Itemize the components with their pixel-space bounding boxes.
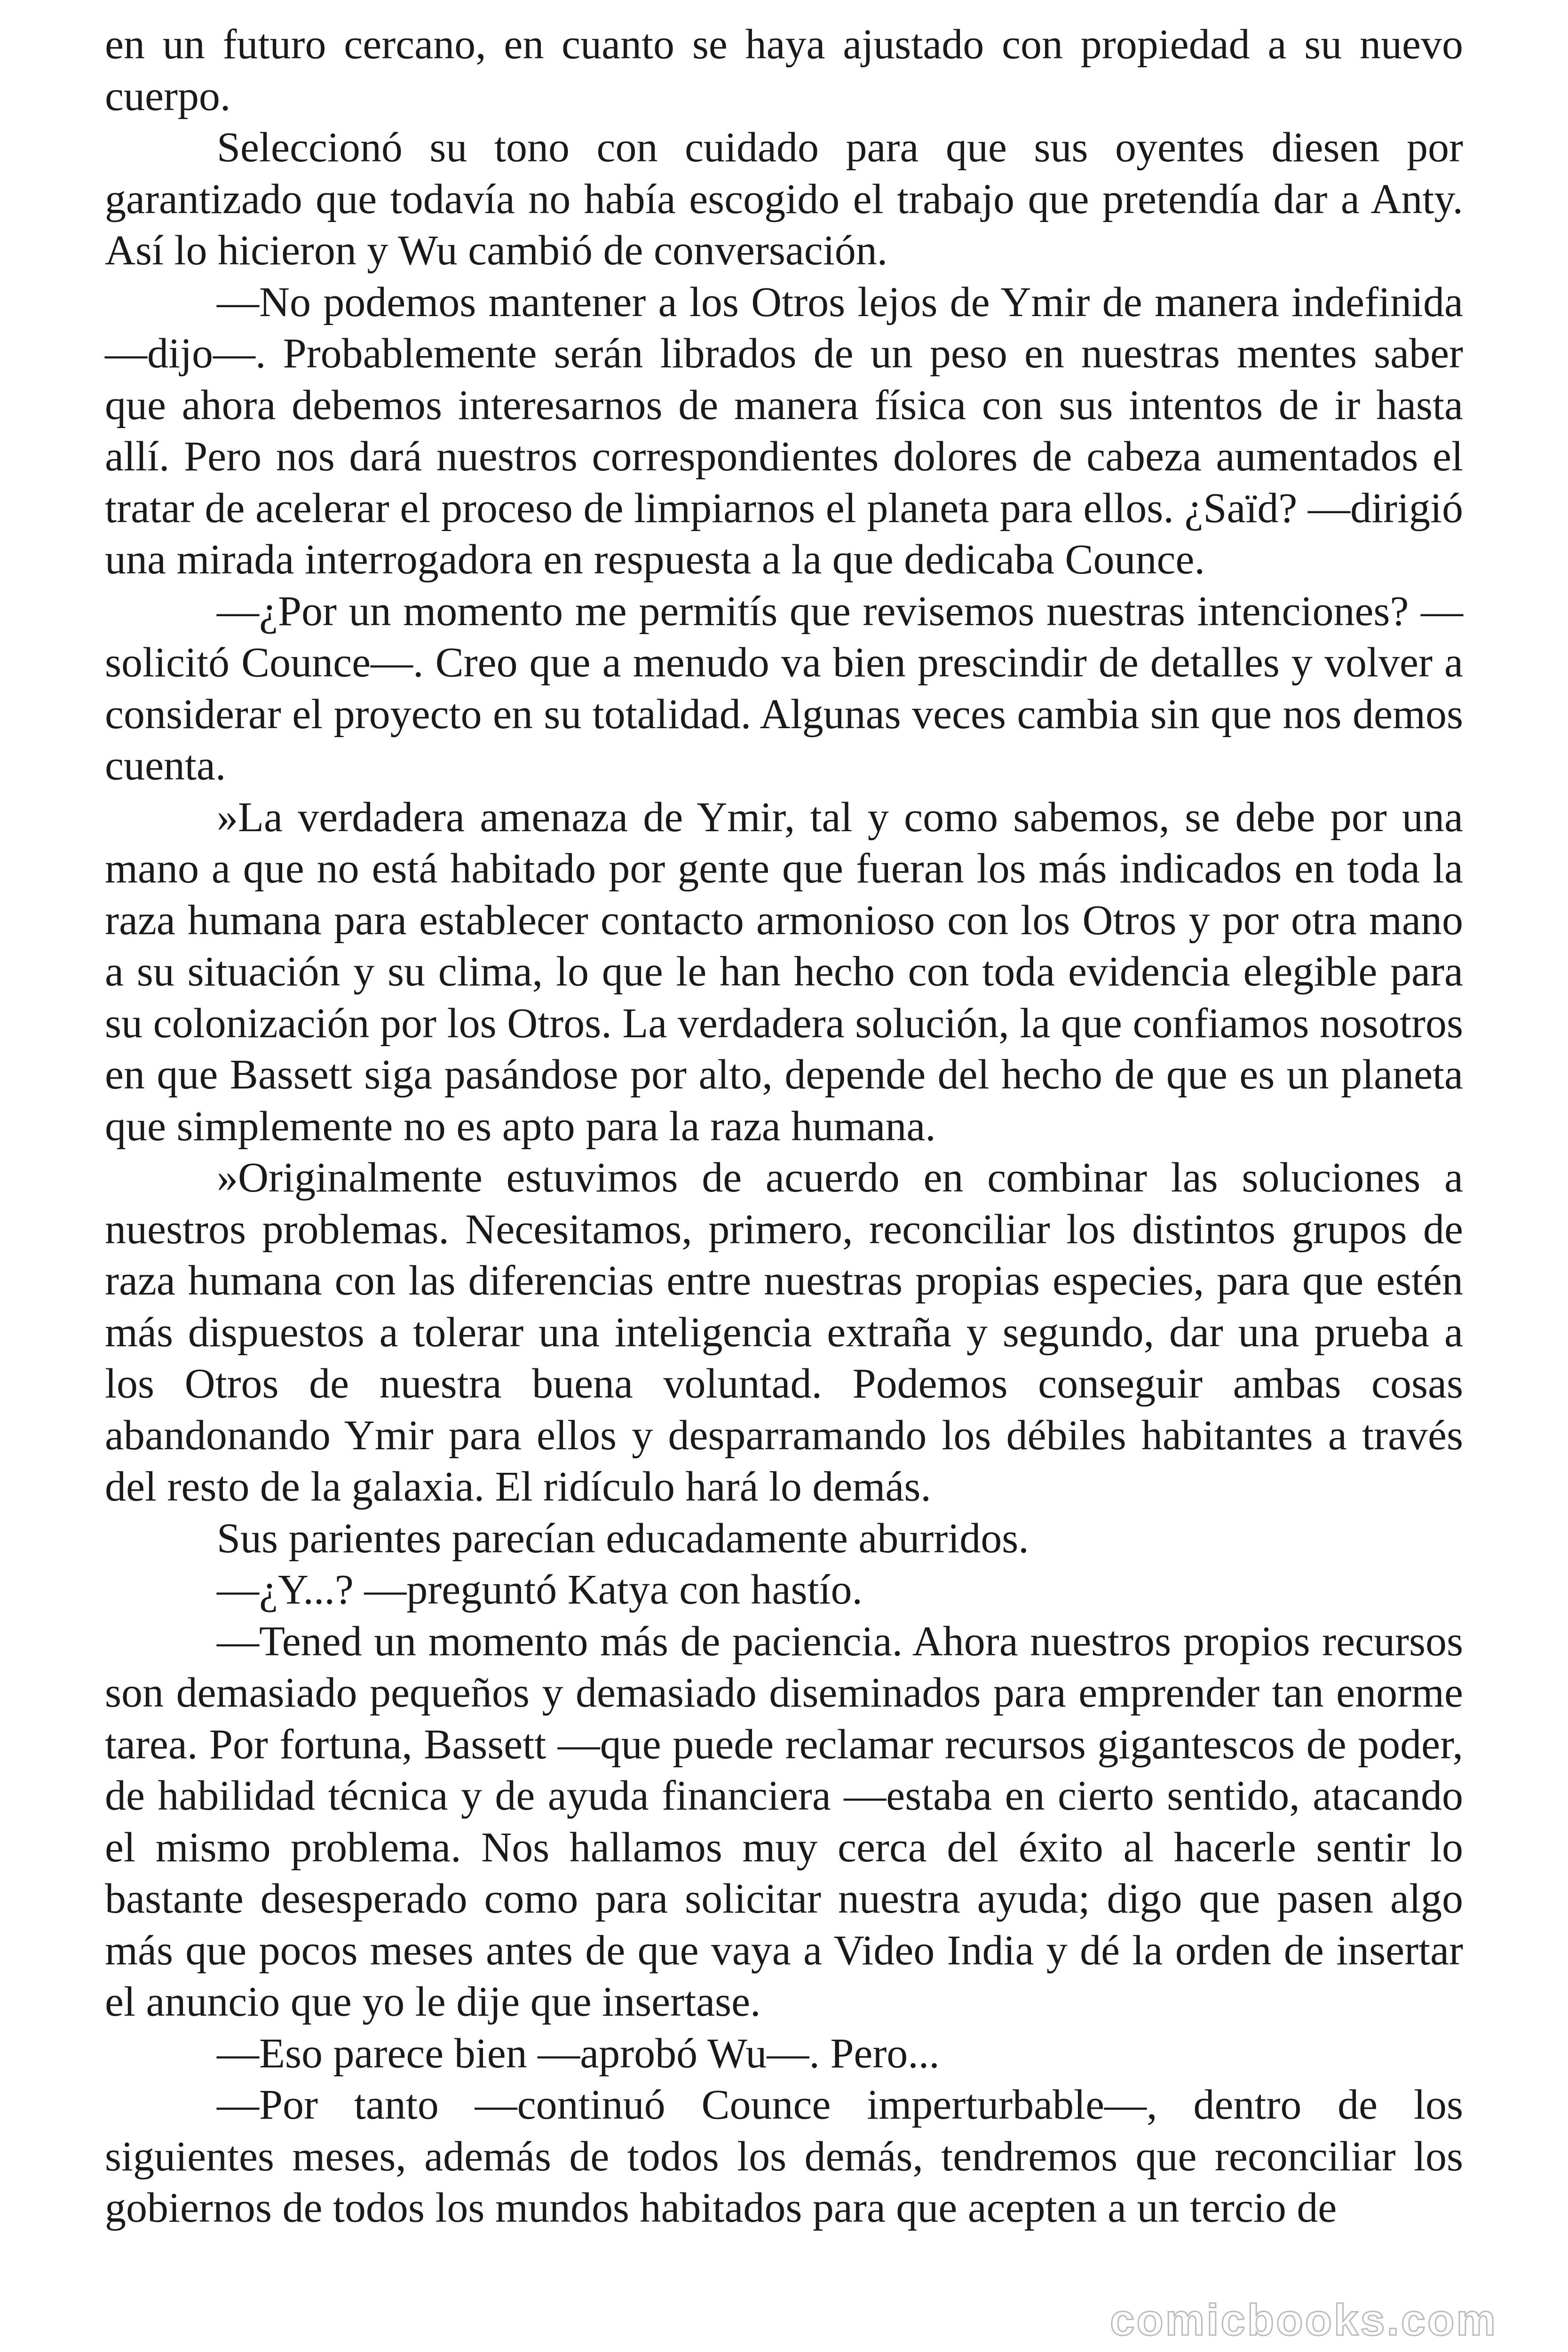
paragraph: Sus parientes parecían educadamente aburridos.	[217, 1515, 1029, 1562]
paragraph: —Por tanto —continuó Counce imperturbable—, dentro de los siguientes meses, además de todos los demás, tendremos que reconciliar los gobiernos de todos los mundos habitados para que acepten a un tercio de	[105, 2082, 1463, 2231]
paragraph: —No podemos mantener a los Otros lejos de Ymir de manera indefinida —dijo—. Probablemente serán librados de un peso en nuestras mentes saber que ahora debemos interesarnos de manera física con sus intentos de ir hasta allí. Pero nos dará nuestros correspondientes dolores de cabeza aumentados el tratar de acelerar el proceso de limpiarnos el planeta para ellos. ¿Saïd? —dirigió una mirada interrogadora en respuesta a la que dedicaba Counce.	[105, 278, 1463, 583]
paragraph: »La verdadera amenaza de Ymir, tal y como sabemos, se debe por una mano a que no está habitado por gente que fueran los más indicados en toda la raza humana para establecer contacto armonioso con los Otros y por otra mano a su situación y su clima, lo que le han hecho con toda evidencia elegible para su colonización por los Otros. La verdadera solución, la que confiamos nosotros en que Bassett siga pasándose por alto, depende del hecho de que es un planeta que simplemente no es apto para la raza humana.	[105, 794, 1463, 1150]
paragraph: »Originalmente estuvimos de acuerdo en combinar las soluciones a nuestros problemas. Necesitamos, primero, reconciliar los distintos grupos de raza humana con las diferencias entre nuestras propias especies, para que estén más dispuestos a tolerar una inteligencia extraña y segundo, dar una prueba a los Otros de nuestra buena voluntad. Podemos conseguir ambas cosas abandonando Ymir para ellos y desparramando los débiles habitantes a través del resto de la galaxia. El ridículo hará lo demás.	[105, 1154, 1463, 1510]
paragraph: —Eso parece bien —aprobó Wu—. Pero...	[217, 2030, 940, 2077]
paragraph: en un futuro cercano, en cuanto se haya ajustado con propiedad a su nuevo cuerpo.	[105, 21, 1463, 119]
paragraph: —¿Por un momento me permitís que revisemos nuestras intenciones? —solicitó Counce—. Creo que a menudo va bien prescindir de detalles y volver a considerar el proyecto en su totalidad. Algunas veces cambia sin que nos demos cuenta.	[105, 588, 1463, 789]
watermark: comicbooks.com	[1110, 2295, 1497, 2344]
paragraph: Seleccionó su tono con cuidado para que sus oyentes diesen por garantizado que todavía no había escogido el trabajo que pretendía dar a Anty. Así lo hicieron y Wu cambió de conversación.	[105, 124, 1463, 274]
book-page-text	[105, 19, 1463, 2234]
paragraph: —¿Y...? —preguntó Katya con hastío.	[217, 1566, 863, 1613]
paragraph: —Tened un momento más de paciencia. Ahora nuestros propios recursos son demasiado pequeños y demasiado diseminados para emprender tan enorme tarea. Por fortuna, Bassett —que puede reclamar recursos gigantescos de poder, de habilidad técnica y de ayuda financiera —estaba en cierto sentido, atacando el mismo problema. Nos hallamos muy cerca del éxito al hacerle sentir lo bastante desesperado como para solicitar nuestra ayuda; digo que pasen algo más que pocos meses antes de que vaya a Video India y dé la orden de insertar el anuncio que yo le dije que insertase.	[105, 1618, 1463, 2025]
